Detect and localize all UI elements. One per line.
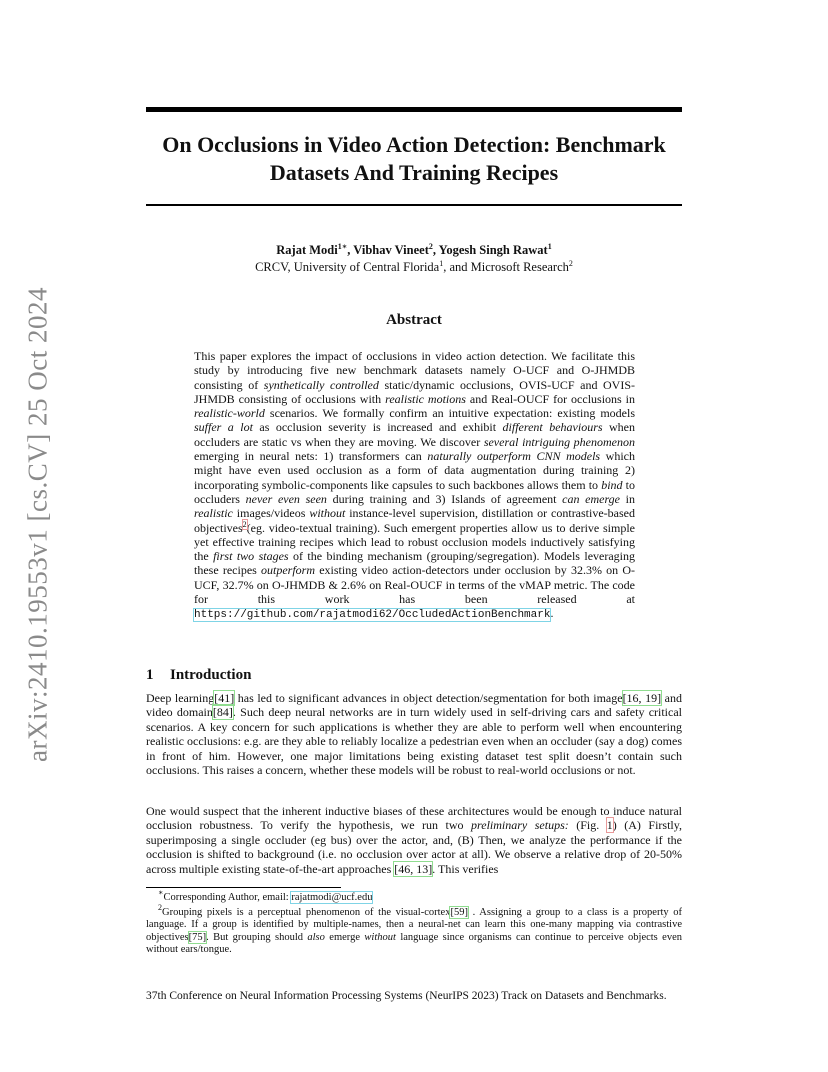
footnote-2: $^2$Grouping pixels is a perceptual phenomenon of the visual-cortex[59] . Assigning a group to a class is a property of language. If a group is identified by multiple-names, then a neural-net can learn this one-many mapping via contrastive objectives[75]. But grouping should also emerge without language since organisms can continue to perceive objects even without ears/tongue. [146, 902, 682, 956]
intro-paragraph-1: Deep learning[41] has led to significant advances in object detection/segmentation for both image[16, 19] and video domain[84]. Such deep neural networks are in turn widely used in self-driving cars and safety critical scenarios. A key concern for such applications is whether they are able to perform well when encountering realistic occlusions: e.g. are they able to reliably localize a pedestrian even when an occluder (say a dog) comes in front of him. However, one major limitations being existing dataset test split doesn’t contain such occlusions. This raises a concern, whether these models will be robust to real-world occlusions or not. [146, 691, 683, 778]
author-names: Rajat Modi$^{1∗}$, Vibhav Vineet$^2$, Yogesh Singh Rawat$^1$ [276, 242, 552, 257]
author-block [146, 242, 682, 276]
author-affiliations [146, 259, 682, 276]
section-title: Introduction [170, 667, 252, 683]
footnotes [146, 888, 682, 959]
title-bottom-rule [146, 204, 682, 206]
footnote-1: ∗Corresponding Author, email: rajatmodi@ucf.edu [158, 888, 373, 903]
affiliation-2: , and Microsoft Research [443, 260, 569, 274]
citation-link[interactable]: [16, 19] [622, 691, 662, 705]
affiliation-1: CRCV, University of Central Florida [255, 260, 440, 274]
paper-title [146, 131, 682, 187]
email-link[interactable]: rajatmodi@ucf.edu [291, 892, 373, 903]
title-line-1: On Occlusions in Video Action Detection: Benchmark [162, 132, 666, 157]
venue-footer: 37th Conference on Neural Information Processing Systems (NeurIPS 2023) Track on Datasets and Benchmarks. [146, 990, 667, 1002]
title-top-rule [146, 107, 682, 112]
citation-link[interactable]: [46, 13] [394, 861, 433, 876]
author-2-marker: 2 [428, 242, 433, 251]
citation-link[interactable]: [41] [214, 691, 235, 705]
citation-link[interactable]: [59] [450, 906, 468, 918]
section-heading-introduction [146, 667, 682, 684]
author-1: Rajat Modi [276, 243, 338, 257]
abstract-heading: Abstract [386, 312, 442, 328]
author-3: Yogesh Singh Rawat [438, 243, 548, 257]
affiliation-2-marker: 2 [568, 259, 573, 268]
arxiv-identifier: arXiv:2410.19553v1 [cs.CV] 25 Oct 2024 [22, 287, 53, 763]
author-1-marker: 1∗ [337, 242, 348, 251]
author-2: Vibhav Vineet [353, 243, 429, 257]
intro-paragraph-2: One would suspect that the inherent inductive biases of these architectures would be enough to induce natural occlusion robustness. To verify the hypothesis, we run two preliminary setups: (Fig. 1) (A) Firstly, superimposing a single occluder (eg bus) over the actor, and, (B) Then, we analyze the performance if the occlusion is shifted to background (i.e. no occlusion over actor at all). We observe a relative drop of 20-50% across multiple existing state-of-the-art approaches [46, 13]. This verifies [146, 804, 682, 876]
figure-1-link[interactable]: 1 [606, 818, 613, 833]
footnote-rule [146, 887, 341, 888]
footnote-2-link[interactable]: 2 [242, 519, 247, 529]
affiliation-1-marker: 1 [439, 259, 444, 268]
section-number: 1 [146, 667, 154, 683]
citation-link[interactable]: [75] [188, 931, 207, 943]
author-3-marker: 1 [547, 242, 552, 251]
code-repository-link[interactable]: https://github.com/rajatmodi62/OccludedActionBenchmark [194, 609, 551, 622]
title-line-2: Datasets And Training Recipes [269, 160, 559, 185]
abstract-text: This paper explores the impact of occlusions in video action detection. We facilitate this study by introducing five new benchmark datasets namely O-UCF and O-JHMDB consisting of synthetically controlled static/dynamic occlusions, OVIS-UCF and OVIS-JHMDB consisting of occlusions with realistic motions and Real-OUCF for occlusions in realistic-world scenarios. We formally confirm an intuitive expectation: existing models suffer a lot as occlusion severity is increased and exhibit different behaviours when occluders are static vs when they are moving. We discover several intriguing phenomenon emerging in neural nets: 1) transformers can naturally outperform CNN models which might have even used occlusion as a form of data augmentation during training 2) incorporating symbolic-components like capsules to such backbones allows them to bind to occluders never even seen during training and 3) Islands of agreement can emerge in realistic images/videos without instance-level supervision, distillation or contrastive-based objectives$^2$(eg. video-textual training). Such emergent properties allow us to derive simple yet effective training recipes which lead to robust occlusion models inductively satisfying the first two stages of the binding mechanism (grouping/segregation). Models leveraging these recipes outperform existing video action-detectors under occlusion by 32.3% on O-UCF, 32.7% on O-JHMDB & 2.6% on Real-OUCF in terms of the vMAP metric. The code for this work has been released at https://github.com/rajatmodi62/OccludedActionBenchmark. [194, 349, 636, 622]
citation-link[interactable]: [84] [212, 705, 233, 720]
